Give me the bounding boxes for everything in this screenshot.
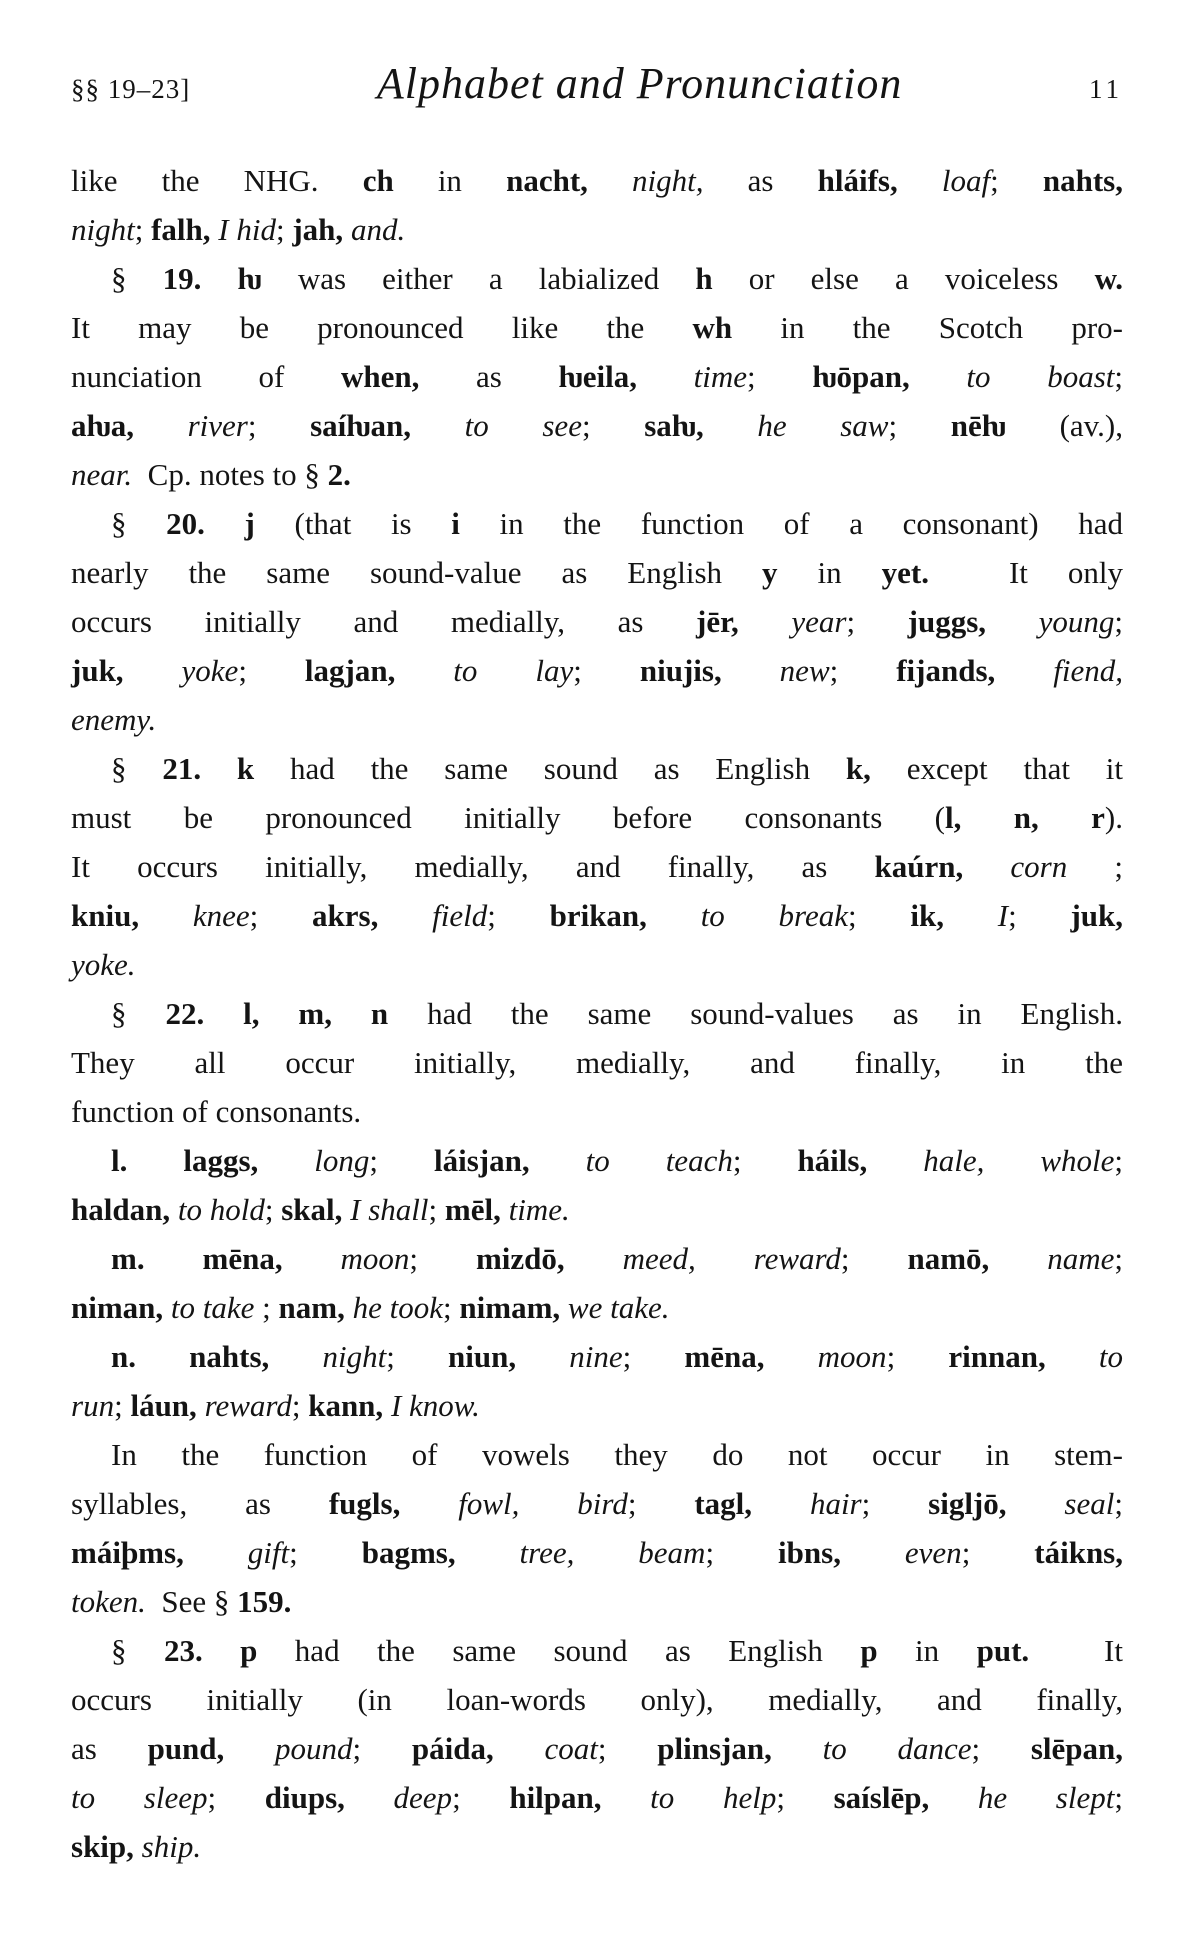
gloss-text: I shall — [342, 1192, 429, 1227]
gothic-word: mizdō, — [475, 1241, 565, 1276]
text-line — [71, 1087, 1123, 1136]
body-text: had the same sound-values as in English. — [388, 996, 1123, 1031]
gothic-word: niun, — [447, 1339, 517, 1374]
gloss-text: corn — [963, 849, 1068, 884]
gothic-word: akrs, — [312, 898, 379, 933]
gothic-word: hilpan, — [509, 1780, 602, 1815]
gloss-text: he took — [344, 1290, 444, 1325]
body-text: ; — [732, 1143, 798, 1178]
gothic-word: kann, — [308, 1388, 384, 1423]
gothic-word: saƕ, — [644, 408, 704, 443]
gloss-text: I — [943, 898, 1009, 933]
gothic-word: ƕōpan, — [812, 359, 910, 394]
body-text: ; — [1114, 359, 1124, 394]
body-text: as — [419, 359, 559, 394]
body-text: See § — [145, 1584, 238, 1619]
body-text: in the function of a consonant) had — [459, 506, 1124, 541]
gothic-word: 19. ƕ — [162, 261, 262, 296]
running-header — [71, 58, 1123, 118]
gothic-word: 23. p — [163, 1633, 258, 1668]
text-line — [71, 352, 1123, 401]
body-text: except that it — [870, 751, 1123, 786]
text-line — [71, 1675, 1123, 1724]
gloss-text: run — [71, 1388, 115, 1423]
gothic-word: plinsjan, — [657, 1731, 772, 1766]
gothic-word: hláifs, — [817, 163, 898, 198]
gothic-word: niujis, — [639, 653, 722, 688]
gothic-word: saíƕan, — [310, 408, 412, 443]
gloss-text: loaf — [897, 163, 991, 198]
gothic-word: 2. — [327, 457, 351, 492]
gothic-word: nacht, — [506, 163, 588, 198]
text-line — [71, 744, 1123, 793]
gothic-word: mēl, — [444, 1192, 501, 1227]
body-text: in — [877, 1633, 977, 1668]
body-text: like the NHG. — [71, 163, 363, 198]
body-text: ; — [1114, 604, 1123, 639]
gothic-word: ƕeila, — [558, 359, 637, 394]
text-line — [71, 793, 1123, 842]
body-text: had the same sound as English — [254, 751, 846, 786]
gloss-text: yoke — [123, 653, 239, 688]
gloss-text: tree, beam — [455, 1535, 706, 1570]
gothic-word: ibns, — [778, 1535, 841, 1570]
text-line — [71, 940, 1123, 989]
body-text: as — [703, 163, 818, 198]
body-text: ; — [886, 1339, 949, 1374]
text-line — [71, 1479, 1123, 1528]
gothic-word: sigljō, — [928, 1486, 1007, 1521]
body-text: (that is — [254, 506, 452, 541]
gothic-word: fugls, — [328, 1486, 401, 1521]
body-text: had the same sound as English — [257, 1633, 861, 1668]
gloss-text: gift — [183, 1535, 290, 1570]
body-text: ; — [848, 898, 911, 933]
gloss-text: token. — [71, 1584, 146, 1619]
gothic-word: táikns, — [1034, 1535, 1123, 1570]
gloss-text: knee — [139, 898, 250, 933]
gloss-text: moon — [282, 1241, 410, 1276]
gothic-word: w. — [1094, 261, 1124, 296]
body-text: ; — [846, 604, 908, 639]
body-text: ; — [254, 1290, 279, 1325]
gothic-word: niman, — [71, 1290, 164, 1325]
body-text: ; — [291, 1388, 309, 1423]
paragraph — [71, 1626, 1123, 1871]
text-line — [71, 1332, 1123, 1381]
body-text: It may be pronounced like the — [71, 310, 693, 345]
gothic-word: k, — [845, 751, 871, 786]
body-text: syllables, as — [71, 1486, 329, 1521]
gothic-word: nēƕ — [950, 408, 1006, 443]
body-text: ). — [1104, 800, 1123, 835]
paragraph — [71, 254, 1123, 499]
text-line — [71, 891, 1123, 940]
gothic-word: fijands, — [896, 653, 996, 688]
body-text: ; — [829, 653, 897, 688]
body-text: ; — [247, 408, 311, 443]
gothic-word: brikan, — [549, 898, 647, 933]
body-text: ; — [840, 1241, 908, 1276]
body-text: ; — [386, 1339, 448, 1374]
gloss-text: year — [738, 604, 847, 639]
gothic-word: diups, — [264, 1780, 345, 1815]
body-text: ; — [747, 359, 813, 394]
gloss-text: fiend, — [995, 653, 1123, 688]
text-line — [71, 1577, 1123, 1626]
text-line — [71, 450, 1123, 499]
paragraph — [71, 1430, 1123, 1626]
text-line — [71, 1430, 1123, 1479]
gloss-text: moon — [764, 1339, 887, 1374]
gloss-text: river — [133, 408, 248, 443]
gothic-word: haldan, — [71, 1192, 171, 1227]
gloss-text: deep — [344, 1780, 453, 1815]
text-line — [71, 646, 1123, 695]
body-text: It — [1029, 1633, 1123, 1668]
gothic-word: wh — [692, 310, 733, 345]
gothic-word: m. mēna, — [111, 1241, 283, 1276]
gothic-word: lagjan, — [304, 653, 396, 688]
text-line — [71, 205, 1123, 254]
body-text: must be pronounced initially before consonants ( — [71, 800, 945, 835]
body-text: ; — [1114, 1143, 1123, 1178]
gloss-text: time — [637, 359, 748, 394]
body-text: § — [111, 1633, 164, 1668]
page-title: Alphabet and Pronunciation — [376, 59, 903, 108]
gothic-word: i — [451, 506, 460, 541]
body-text: They all occur initially, medially, and finally, in the — [71, 1045, 1123, 1080]
gloss-text: meed, reward — [564, 1241, 841, 1276]
text-line — [71, 1381, 1123, 1430]
body-text: ; — [134, 212, 152, 247]
gloss-text: new — [721, 653, 830, 688]
gothic-word: h — [695, 261, 713, 296]
gloss-text: pound — [224, 1731, 353, 1766]
gothic-word: láisjan, — [434, 1143, 530, 1178]
body-text: was either a labialized — [261, 261, 696, 296]
gothic-word: mēna, — [684, 1339, 765, 1374]
gothic-word: 22. l, m, n — [165, 996, 389, 1031]
gloss-text: seal — [1006, 1486, 1115, 1521]
text-line — [71, 1234, 1123, 1283]
page-number: 11 — [1089, 74, 1123, 104]
gothic-word: n. nahts, — [111, 1339, 270, 1374]
gothic-word: yet. — [881, 555, 929, 590]
body-text: ; — [961, 1535, 1035, 1570]
gloss-text: to dance — [771, 1731, 972, 1766]
body-text: ; — [264, 1192, 282, 1227]
text-line — [71, 499, 1123, 548]
text-line — [71, 695, 1123, 744]
gloss-text: to boast — [909, 359, 1115, 394]
body-text: occurs initially and medially, as — [71, 604, 697, 639]
gloss-text: enemy. — [71, 702, 157, 737]
text-line — [71, 1283, 1123, 1332]
body-text: ; — [1114, 1486, 1123, 1521]
text-line — [71, 1822, 1123, 1871]
body-text: ; — [452, 1780, 510, 1815]
gothic-word: 21. k — [162, 751, 255, 786]
gothic-word: l, n, r — [945, 800, 1105, 835]
gloss-text: hair — [752, 1486, 862, 1521]
gloss-text: to — [1045, 1339, 1124, 1374]
gloss-text: to take — [163, 1290, 255, 1325]
gothic-word: slēpan, — [1030, 1731, 1123, 1766]
gothic-word: ik, — [910, 898, 944, 933]
text-line — [71, 254, 1123, 303]
paragraph — [71, 499, 1123, 744]
gothic-word: 20. j — [166, 506, 255, 541]
text-line — [71, 1773, 1123, 1822]
gothic-word: namō, — [907, 1241, 990, 1276]
gothic-word: aƕa, — [71, 408, 134, 443]
gothic-word: skip, — [71, 1829, 134, 1864]
gloss-text: yoke. — [71, 947, 136, 982]
gothic-word: l. laggs, — [111, 1143, 259, 1178]
body-text: It occurs initially, medially, and finally, as — [71, 849, 875, 884]
gothic-word: kniu, — [71, 898, 140, 933]
body-text: in — [777, 555, 882, 590]
gothic-word: saíslēp, — [833, 1780, 930, 1815]
body-text: § — [111, 261, 163, 296]
body-text: § — [111, 506, 167, 541]
gloss-text: field — [378, 898, 488, 933]
gloss-text: night, — [587, 163, 704, 198]
body-text: ; — [207, 1780, 265, 1815]
gloss-text: young — [986, 604, 1115, 639]
paragraph — [71, 744, 1123, 989]
gloss-text: long — [258, 1143, 370, 1178]
text-line — [71, 989, 1123, 1038]
body-text: ; — [369, 1143, 434, 1178]
text-line — [71, 1724, 1123, 1773]
gothic-word: tagl, — [694, 1486, 753, 1521]
body-text: occurs initially (in loan-words only), medially, and finally, — [71, 1682, 1123, 1717]
gothic-word: falh, — [151, 212, 211, 247]
body-text: ; — [1008, 898, 1071, 933]
text-line — [71, 597, 1123, 646]
gloss-text: coat — [493, 1731, 598, 1766]
gothic-word: rinnan, — [948, 1339, 1046, 1374]
body-text: Cp. notes to § — [132, 457, 328, 492]
body-text: ; — [888, 408, 951, 443]
body-text: § — [111, 996, 166, 1031]
text-line — [71, 842, 1123, 891]
gloss-text: to sleep — [71, 1780, 208, 1815]
gloss-text: we take. — [560, 1290, 670, 1325]
gothic-word: ch — [362, 163, 394, 198]
paragraph — [71, 1136, 1123, 1234]
gothic-word: juk, — [1070, 898, 1123, 933]
paragraph — [71, 156, 1123, 254]
body-text: ; — [581, 408, 645, 443]
body-text: ; — [861, 1486, 929, 1521]
body-text: ; — [114, 1388, 131, 1423]
text-line — [71, 1038, 1123, 1087]
gloss-text: to see — [411, 408, 582, 443]
body-text: in — [393, 163, 507, 198]
body-text: ; — [622, 1339, 685, 1374]
gothic-word: skal, — [281, 1192, 343, 1227]
body-text: ; — [705, 1535, 779, 1570]
text-line — [71, 1136, 1123, 1185]
body-text: (av.), — [1005, 408, 1123, 443]
gloss-text: nine — [516, 1339, 623, 1374]
gloss-text: near. — [71, 457, 133, 492]
body-text: ; — [776, 1780, 834, 1815]
body-text: ; — [1114, 1241, 1123, 1276]
body-text: ; — [487, 898, 550, 933]
gloss-text: ship. — [133, 1829, 202, 1864]
gloss-text: to hold — [170, 1192, 265, 1227]
gloss-text: I know. — [383, 1388, 480, 1423]
section-range: §§ 19–23] — [71, 74, 191, 104]
body-text: ; — [971, 1731, 1031, 1766]
body-text: in the Scotch pro- — [732, 310, 1123, 345]
gloss-text: night — [71, 212, 135, 247]
gothic-word: háils, — [797, 1143, 868, 1178]
gloss-text: even — [840, 1535, 962, 1570]
gloss-text: he slept — [929, 1780, 1115, 1815]
body-text: as — [71, 1731, 148, 1766]
text-line — [71, 1626, 1123, 1675]
body-text: ; — [573, 653, 640, 688]
body-text: ; — [275, 212, 293, 247]
body-text: ; — [238, 653, 305, 688]
body-text: function of consonants. — [71, 1094, 362, 1129]
gothic-word: jēr, — [696, 604, 739, 639]
text-line — [71, 1528, 1123, 1577]
body-text: ; — [1067, 849, 1123, 884]
body-text: ; — [428, 1192, 445, 1227]
gothic-word: juk, — [71, 653, 124, 688]
gloss-text: to help — [601, 1780, 777, 1815]
gothic-word: put. — [976, 1633, 1030, 1668]
gothic-word: jah, — [292, 212, 344, 247]
body-text: ; — [990, 163, 1043, 198]
gloss-text: I hid — [210, 212, 276, 247]
text-line — [71, 401, 1123, 450]
gothic-word: y — [762, 555, 778, 590]
gloss-text: time. — [500, 1192, 570, 1227]
paragraph — [71, 1332, 1123, 1430]
body-text: nearly the same sound-value as English — [71, 555, 763, 590]
gothic-word: láun, — [130, 1388, 197, 1423]
gloss-text: to break — [646, 898, 848, 933]
text-line — [71, 1185, 1123, 1234]
gothic-word: nimam, — [459, 1290, 561, 1325]
gloss-text: to teach — [529, 1143, 733, 1178]
body-text: ; — [597, 1731, 658, 1766]
text-line — [71, 548, 1123, 597]
gloss-text: to lay — [395, 653, 574, 688]
body-text: ; — [1114, 1780, 1123, 1815]
paragraph — [71, 1234, 1123, 1332]
body-text: ; — [249, 898, 313, 933]
gothic-word: nam, — [278, 1290, 345, 1325]
text-line — [71, 303, 1123, 352]
body-text: In the function of vowels they do not occur in stem- — [111, 1437, 1123, 1472]
gothic-word: bagms, — [361, 1535, 456, 1570]
body-text: ; — [409, 1241, 476, 1276]
gothic-word: pund, — [147, 1731, 225, 1766]
body-text: or else a voiceless — [712, 261, 1095, 296]
gothic-word: when, — [341, 359, 420, 394]
body-text: ; — [352, 1731, 412, 1766]
gloss-text: he saw — [703, 408, 889, 443]
page-body-text — [71, 156, 1123, 1871]
body-text: ; — [627, 1486, 695, 1521]
gloss-text: and. — [343, 212, 406, 247]
gothic-word: nahts, — [1042, 163, 1123, 198]
body-text: It only — [928, 555, 1123, 590]
body-text: § — [111, 751, 163, 786]
body-text: ; — [289, 1535, 362, 1570]
gloss-text: reward — [196, 1388, 292, 1423]
gothic-word: p — [860, 1633, 878, 1668]
body-text: nunciation of — [71, 359, 341, 394]
gloss-text: night — [269, 1339, 387, 1374]
gothic-word: máiþms, — [71, 1535, 184, 1570]
gothic-word: kaúrn, — [874, 849, 964, 884]
gothic-word: páida, — [411, 1731, 494, 1766]
gloss-text: fowl, bird — [400, 1486, 628, 1521]
gloss-text: hale, whole — [867, 1143, 1115, 1178]
paragraph — [71, 989, 1123, 1136]
gothic-word: juggs, — [907, 604, 987, 639]
text-line — [71, 156, 1123, 205]
gothic-word: 159. — [237, 1584, 292, 1619]
gloss-text: name — [989, 1241, 1115, 1276]
body-text: ; — [443, 1290, 460, 1325]
